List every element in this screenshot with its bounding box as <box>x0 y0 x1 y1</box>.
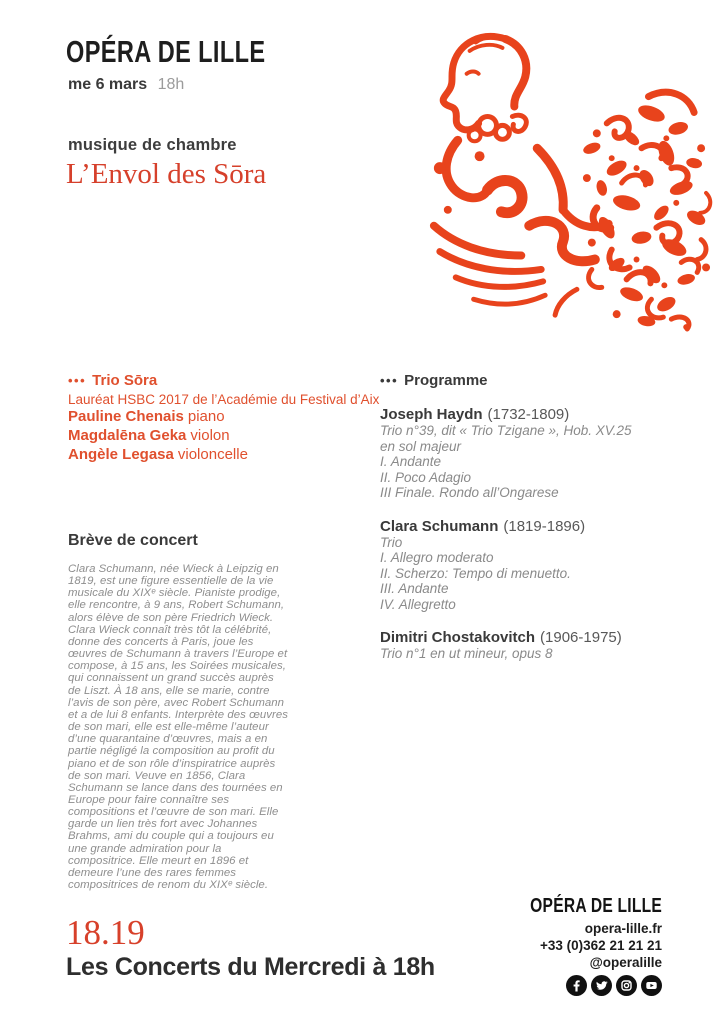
composer-dates: (1819-1896) <box>503 517 586 535</box>
programme-work <box>380 406 632 501</box>
composer-name: Joseph Haydn <box>380 406 483 423</box>
member-name: Pauline Chenais <box>68 408 184 425</box>
work-detail: II. Poco Adagio <box>380 469 472 485</box>
member-instrument: violoncelle <box>177 446 248 463</box>
work-detail: IV. Allegretto <box>380 596 456 612</box>
website-link[interactable]: opera-lille.fr <box>584 921 662 936</box>
social-handle[interactable]: @operalille <box>589 955 662 970</box>
work-detail: III. Andante <box>380 581 449 596</box>
programme-section <box>380 372 632 662</box>
footer-contact-block <box>493 895 662 996</box>
composer-line <box>380 629 632 646</box>
member-instrument: piano <box>187 408 225 425</box>
programme-work <box>380 629 632 662</box>
event-time: 18h <box>157 76 185 93</box>
member-instrument: violon <box>190 427 230 444</box>
trio-member <box>68 407 379 426</box>
work-detail: II. Scherzo: Tempo di menuetto. <box>380 565 571 581</box>
phone-number: +33 (0)362 21 21 21 <box>540 938 662 953</box>
footer-season-block <box>66 913 435 982</box>
brand-logo-footer: OPÉRA DE LILLE <box>530 895 662 917</box>
event-date: me 6 mars <box>68 76 148 93</box>
youtube-icon[interactable] <box>641 975 662 996</box>
series-label: Les Concerts du Mercredi à 18h <box>66 953 435 981</box>
composer-name: Dimitri Chostakovitch <box>380 629 536 646</box>
member-name: Magdalēna Geka <box>68 427 187 444</box>
brand-logo-top: OPÉRA DE LILLE <box>66 34 266 69</box>
composer-name: Clara Schumann <box>380 517 499 535</box>
programme-heading <box>380 372 632 389</box>
work-detail: Trio n°1 en ut mineur, opus 8 <box>380 646 553 661</box>
composer-dates: (1732-1809) <box>487 406 570 423</box>
trio-award: Lauréat HSBC 2017 de l’Académie du Festival d’Aix <box>68 392 380 407</box>
trio-heading <box>68 372 379 389</box>
work-detail: Trio <box>380 534 403 550</box>
programme-title: Programme <box>404 372 488 389</box>
work-detail: III Finale. Rondo all’Ongarese <box>380 485 559 500</box>
trio-member <box>68 426 379 445</box>
composer-line <box>380 518 632 535</box>
trio-member <box>68 445 379 464</box>
event-date-row <box>68 76 184 94</box>
season-label: 18.19 <box>66 913 145 952</box>
instagram-icon[interactable] <box>616 975 637 996</box>
work-detail: Trio n°39, dit « Trio Tzigane », Hob. XV.25 <box>380 423 632 438</box>
trio-section <box>68 372 379 464</box>
twitter-icon[interactable] <box>591 975 612 996</box>
event-title: L’Envol des Sōra <box>66 158 267 190</box>
work-detail: I. Allegro moderato <box>380 550 494 565</box>
concert-note-section <box>68 532 289 891</box>
programme-work <box>380 518 632 613</box>
composer-dates: (1906-1975) <box>540 629 622 646</box>
concert-note-text: Clara Schumann, née Wieck à Leipzig en 1819, est une figure essentielle de la vie musicale du XIXᵉ siècle. Pianiste prodige, elle rencontre, à 9 ans, Robert Schumann, alors élève de son père Friedrich Wieck. Clara Wieck connaît très tôt la célébrité, donne des concerts à Paris, joue les œuvres de Schumann à travers l’Europe et compose, à 15 ans, les Soirées musicales, qui connaissent un grand succès auprès de Liszt. À 18 ans, elle se marie, contre l’avis de son père, avec Robert Schumann et a de lui 8 enfants. Interprète des œuvres de son mari, elle est elle-même l’auteur d’une quarantaine d’œuvres, mais a en partie négligé la composition au profit du piano et de son rôle d’inspiratrice auprès de son mari. Veuve en 1856, Clara Schumann se lance dans des tournées en Europe pour faire connaître ses compositions et l’œuvre de son mari. Elle garde un lien très fort avec Johannes Brahms, ami du couple qui a toujours eu une grande admiration pour la compositrice. Elle meurt en 1896 et demeure l’une des rares femmes compositrices de renom du XIXᵉ siècle. <box>68 563 289 892</box>
work-detail: en sol majeur <box>380 438 462 454</box>
member-name: Angèle Legasa <box>68 446 174 463</box>
event-genre: musique de chambre <box>68 136 237 154</box>
facebook-icon[interactable] <box>566 975 587 996</box>
work-detail: I. Andante <box>380 454 442 469</box>
bullet-dots-icon: ••• <box>68 373 87 388</box>
social-icons-row <box>493 975 662 996</box>
bullet-dots-icon: ••• <box>380 373 399 388</box>
sora-illustration <box>418 28 716 342</box>
concert-note-heading: Brève de concert <box>68 532 198 549</box>
composer-line <box>380 406 632 423</box>
trio-name: Trio Sōra <box>92 372 158 389</box>
